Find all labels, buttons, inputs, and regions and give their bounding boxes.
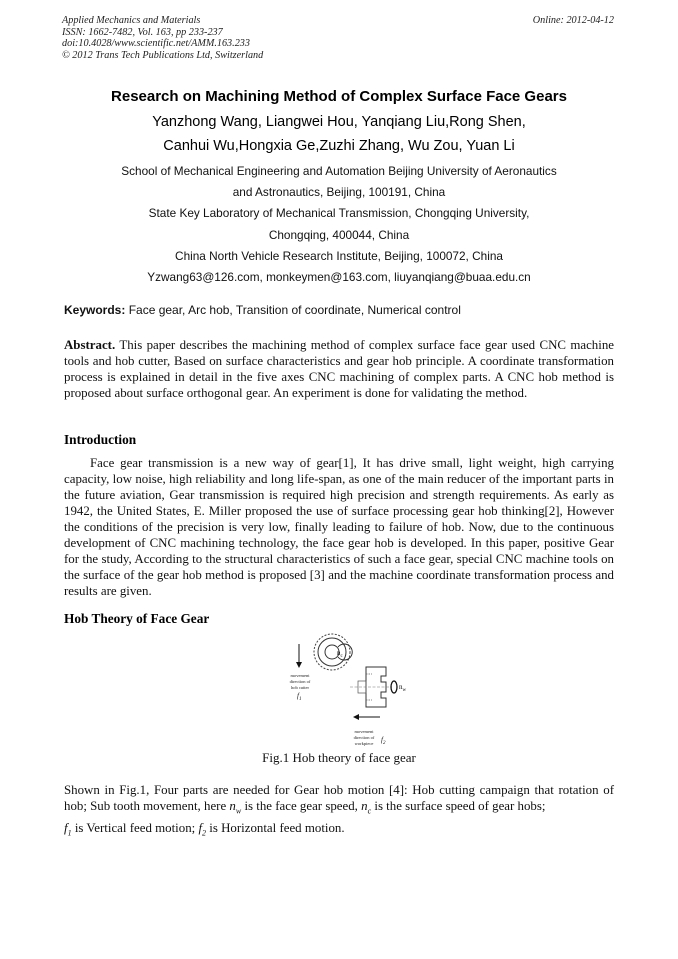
nw-symbol: $n_w$ <box>229 799 242 816</box>
f2-symbol: $f_2$ <box>198 820 207 838</box>
f1-symbol: $f_1$ <box>64 820 72 838</box>
bottom-caption-line: direction of <box>353 735 375 740</box>
affiliation-line: School of Mechanical Engineering and Automation Beijing University of Aeronautics <box>121 164 557 178</box>
hob-theory-heading: Hob Theory of Face Gear <box>64 611 210 626</box>
hob-theory-figure <box>280 630 410 750</box>
doi-line: doi:10.4028/www.scientific.net/AMM.163.233 <box>62 38 250 50</box>
keywords-text: Face gear, Arc hob, Transition of coordinate, Numerical control <box>125 303 461 317</box>
author-emails: Yzwang63@126.com, monkeymen@163.com, liuyanqiang@buaa.edu.cn <box>147 270 531 284</box>
nw-label: $n_w$ <box>399 683 407 693</box>
f2-label: $f_2$ <box>381 736 386 746</box>
text-run: is Vertical feed motion; <box>71 820 199 835</box>
nc-symbol: $n_c$ <box>361 799 372 816</box>
affiliation-line: and Astronautics, Beijing, 100191, China <box>232 185 446 199</box>
keywords-label: Keywords: <box>64 303 126 317</box>
left-caption-line: direction of <box>289 679 311 684</box>
authors-line-2: Canhui Wu,Hongxia Ge,Zuzhi Zhang, Wu Zou, Yuan Li <box>163 138 515 154</box>
online-date: Online: 2012-04-12 <box>532 15 614 26</box>
journal-name: Applied Mechanics and Materials <box>62 15 201 26</box>
face-gear-workpiece <box>350 667 392 707</box>
introduction-heading: Introduction <box>64 432 137 447</box>
abstract <box>64 337 614 401</box>
abstract-label: Abstract. <box>64 338 116 352</box>
journal-meta <box>62 15 263 61</box>
nc-label: $n_c$ <box>337 649 343 659</box>
keywords <box>64 303 461 317</box>
figure-caption: Fig.1 Hob theory of face gear <box>262 750 416 765</box>
left-caption-line: hob cutter <box>290 685 310 690</box>
bottom-caption-line: workpiece <box>354 741 374 746</box>
horizontal-feed-arrow <box>353 714 380 720</box>
vertical-feed-arrow <box>296 644 302 668</box>
affiliation-line: Chongqing, 400044, China <box>268 228 410 242</box>
text-run: is Horizontal feed motion. <box>206 820 345 835</box>
text-run: Shown in Fig.1, Four parts are needed for Gear hob motion [4]: Hob cutting campaign that rotation of hob; Sub tooth movement, here <box>64 783 614 813</box>
hob-cutter <box>314 634 352 670</box>
text-run: is the surface speed of gear hobs; <box>371 799 546 813</box>
affiliation-line: China North Vehicle Research Institute, Beijing, 100072, China <box>175 249 503 263</box>
hob-theory-text <box>64 782 614 841</box>
text-run: is the face gear speed, <box>241 799 362 813</box>
f1-label: $f_1$ <box>297 692 302 702</box>
authors-line-1: Yanzhong Wang, Liangwei Hou, Yanqiang Liu,Rong Shen, <box>152 114 526 130</box>
introduction-text: Face gear transmission is a new way of gear[1], It has drive small, light weight, high carrying capacity, low noise, high reliability and long life-span, as one of the main reducer of the important parts in the future aviation, Gear transmission is required high precision and strength requirements. As early as 1942, the United States, E. Miller proposed the use of surface processing gear hob thinking[2], However the conditions of the precision is very low, finally leading to failure of hob. Now, due to the continuous development of CNC machining technology, the face gear hob is developed. In this paper, positive Gear for the study, According to the structural characteristics of such a face gear, special CNC machine tools on the surface of the gear hob method is proposed [3] and the machine coordinate transformation process and results are given. <box>64 456 614 598</box>
paper-title: Research on Machining Method of Complex Surface Face Gears <box>111 88 567 105</box>
affiliation-line: State Key Laboratory of Mechanical Transmission, Chongqing University, <box>148 206 530 220</box>
bottom-caption-line: movement <box>354 729 374 734</box>
issn-line: ISSN: 1662-7482, Vol. 163, pp 233-237 <box>62 26 223 38</box>
left-caption-line: movement <box>290 673 310 678</box>
abstract-text: This paper describes the machining method of complex surface face gear used CNC machine tools and hob cutter, Based on surface characteristics and gear hob principle. A coordinate transformation process is explained in detail in the five axes CNC machining of complex parts. A CNC hob method is proposed about surface orthogonal gear. An experiment is done for validating the method. <box>64 338 614 400</box>
copyright-line: © 2012 Trans Tech Publications Ltd, Switzerland <box>62 49 264 61</box>
